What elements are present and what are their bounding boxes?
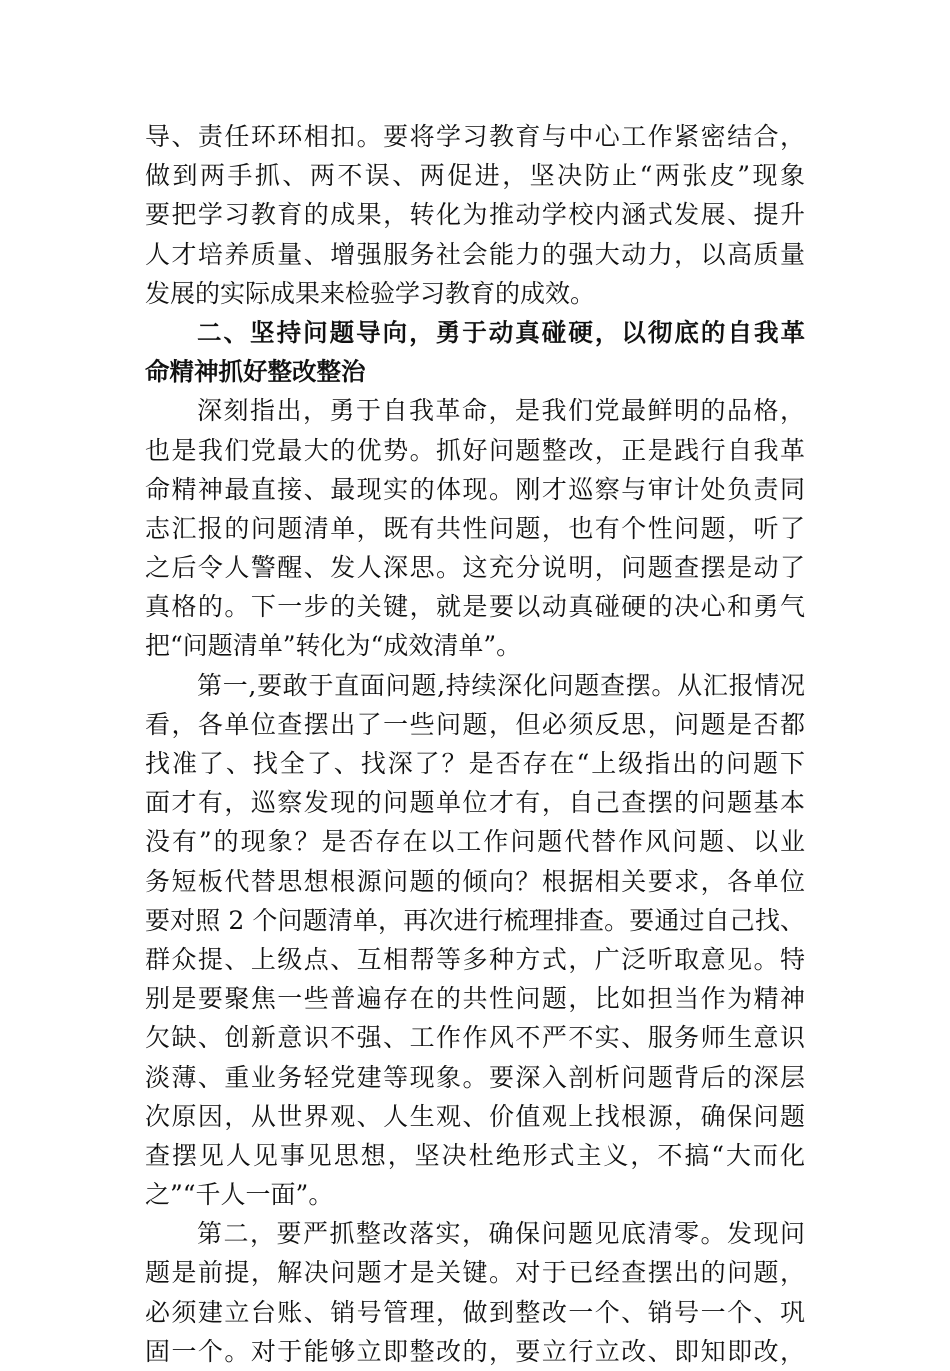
body-text-line: 导、责任环环相扣。要将学习教育与中心工作紧密结合， xyxy=(145,122,805,151)
body-text-line: 务短板代替思想根源问题的倾向？根据相关要求，各单位 xyxy=(145,866,805,896)
body-text-line: 看，各单位查摆出了一些问题，但必须反思，问题是否都 xyxy=(145,709,805,739)
body-text-line: 群众提、上级点、互相帮等多种方式，广泛听取意见。特 xyxy=(145,944,805,974)
body-text-line: 淡薄、重业务轻党建等现象。要深入剖析问题背后的深层 xyxy=(145,1062,805,1092)
body-text-line: 真格的。下一步的关键，就是要以动真碰硬的决心和勇气 xyxy=(145,592,805,622)
body-text-line: 题是前提，解决问题才是关键。对于已经查摆出的问题， xyxy=(145,1258,805,1288)
section-heading-line: 命精神抓好整改整治 xyxy=(145,357,366,387)
document-page xyxy=(145,117,805,1371)
body-text-line: 找准了、找全了、找深了？是否存在“上级指出的问题下 xyxy=(145,749,805,778)
body-text-line: 把“问题清单”转化为“成效清单”。 xyxy=(145,631,522,661)
body-text-line: 也是我们党最大的优势。抓好问题整改，正是践行自我革 xyxy=(145,435,805,465)
body-text-line: 之后令人警醒、发人深思。这充分说明，问题查摆是动了 xyxy=(145,553,805,583)
body-text-line: 深刻指出，勇于自我革命，是我们党最鲜明的品格， xyxy=(197,396,805,426)
body-text-line: 第二，要严抓整改落实，确保问题见底清零。发现问 xyxy=(197,1219,805,1249)
body-text-line: 要对照 2 个问题清单，再次进行梳理排查。要通过自己找、 xyxy=(145,905,805,935)
body-text-line: 要把学习教育的成果，转化为推动学校内涵式发展、提升 xyxy=(145,200,805,230)
body-text-line: 人才培养质量、增强服务社会能力的强大动力，以高质量 xyxy=(145,239,805,269)
section-heading-line: 二、坚持问题导向，勇于动真碰硬，以彻底的自我革 xyxy=(197,317,805,347)
body-text-line: 志汇报的问题清单，既有共性问题，也有个性问题，听了 xyxy=(145,513,805,543)
body-text-line: 欠缺、创新意识不强、工作作风不严不实、服务师生意识 xyxy=(145,1023,805,1053)
body-text-line: 面才有，巡察发现的问题单位才有，自己查摆的问题基本 xyxy=(145,788,805,818)
body-text-line: 发展的实际成果来检验学习教育的成效。 xyxy=(145,278,596,308)
body-text-line: 第一,要敢于直面问题,持续深化问题查摆。从汇报情况 xyxy=(197,670,805,700)
body-text-line: 必须建立台账、销号管理，做到整改一个、销号一个、巩 xyxy=(145,1297,805,1327)
body-text-line: 次原因，从世界观、人生观、价值观上找根源，确保问题 xyxy=(145,1101,805,1131)
body-text-line: 做到两手抓、两不误、两促进，坚决防止“两张皮”现象 xyxy=(145,161,805,191)
body-text-line: 查摆见人见事见思想，坚决杜绝形式主义，不搞“大而化 xyxy=(145,1140,805,1170)
body-text-line: 命精神最直接、最现实的体现。刚才巡察与审计处负责同 xyxy=(145,474,805,504)
body-text-line: 之”“千人一面”。 xyxy=(145,1180,334,1210)
body-text-line: 别是要聚焦一些普遍存在的共性问题，比如担当作为精神 xyxy=(145,984,805,1014)
body-text-line: 固一个。对于能够立即整改的，要立行立改、即知即改， xyxy=(145,1336,805,1366)
body-text-line: 没有”的现象？是否存在以工作问题代替作风问题、以业 xyxy=(145,827,805,857)
